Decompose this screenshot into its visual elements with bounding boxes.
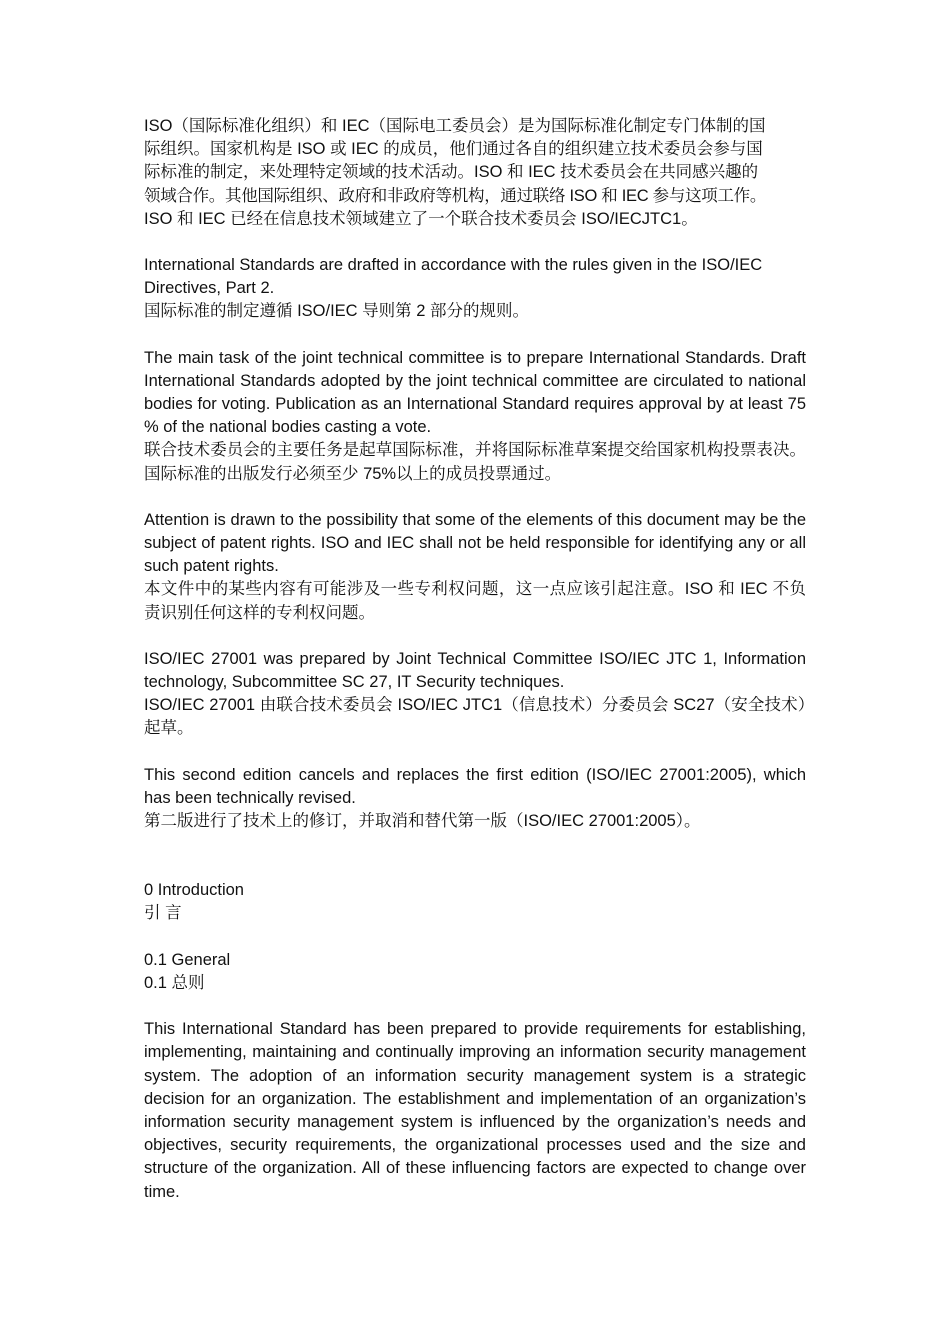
- patent-zh: 本文件中的某些内容有可能涉及一些专利权问题，这一点应该引起注意。ISO 和 IEC 不负责识别任何这样的专利权问题。: [144, 580, 806, 622]
- directives-zh: 国际标准的制定遵循 ISO/IEC 导则第 2 部分的规则。: [144, 302, 530, 321]
- text-line: 际组织。国家机构是 ISO 或 IEC 的成员，他们通过各自的组织建立技术委员会参与国: [144, 140, 763, 159]
- introduction-heading-en: 0 Introduction: [144, 881, 244, 900]
- prepared-en: ISO/IEC 27001 was prepared by Joint Technical Committee ISO/IEC JTC 1, Information technology, Subcommittee SC 27, IT Security techniques.: [144, 649, 806, 692]
- text-line: ISO 和 IEC 已经在信息技术领域建立了一个联合技术委员会 ISO/IECJTC1。: [144, 209, 698, 228]
- general-heading-zh: 0.1 总则: [144, 973, 205, 992]
- foreword-zh-intro: [144, 115, 806, 231]
- edition-zh: 第二版进行了技术上的修订，并取消和替代第一版（ISO/IEC 27001:2005）。: [144, 812, 701, 831]
- task-zh: 联合技术委员会的主要任务是起草国际标准，并将国际标准草案提交给国家机构投票表决。国际标准的出版发行必须至少 75%以上的成员投票通过。: [144, 441, 806, 483]
- directives-en: International Standards are drafted in accordance with the rules given in the ISO/IEC Directives, Part 2.: [144, 256, 763, 298]
- patent-en: Attention is drawn to the possibility that some of the elements of this document may be the subject of patent rights. ISO and IEC shall not be held responsible for identifying any or all such patent rights.: [144, 510, 806, 576]
- prepared-zh: ISO/IEC 27001 由联合技术委员会 ISO/IEC JTC1（信息技术）分委员会 SC27（安全技术）起草。: [144, 696, 806, 738]
- text-line: 际标准的制定，来处理特定领域的技术活动。ISO 和 IEC 技术委员会在共同感兴趣的: [144, 163, 759, 182]
- introduction-heading-zh: 引 言: [144, 904, 182, 923]
- edition-en: This second edition cancels and replaces the first edition (ISO/IEC 27001:2005), which has been technically revised.: [144, 765, 806, 807]
- text-line: 领域合作。其他国际组织、政府和非政府等机构，通过联络 ISO 和 IEC 参与这项工作。: [144, 186, 767, 205]
- introduction-body-en: This International Standard has been prepared to provide requirements for establishing, implementing, maintaining and continually improving an information security management system. The adoption of an information security management system is a strategic decision for an organization. The establishment and implementation of an organization’s information security management system is influenced by the organization’s needs and objectives, security requirements, the organizational processes used and the size and structure of the organization. All of these influencing factors are expected to change over time.: [144, 1020, 806, 1201]
- task-en: The main task of the joint technical committee is to prepare International Standards. Draft International Standards adopted by the joint technical committee are circulated to national bodies for voting. Publication as an International Standard requires approval by at least 75 % of the national bodies casting a vote.: [144, 348, 806, 437]
- general-heading-en: 0.1 General: [144, 950, 231, 969]
- document-page: [144, 115, 806, 1204]
- text-line: ISO（国际标准化组织）和 IEC（国际电工委员会）是为国际标准化制定专门体制的国: [144, 117, 766, 135]
